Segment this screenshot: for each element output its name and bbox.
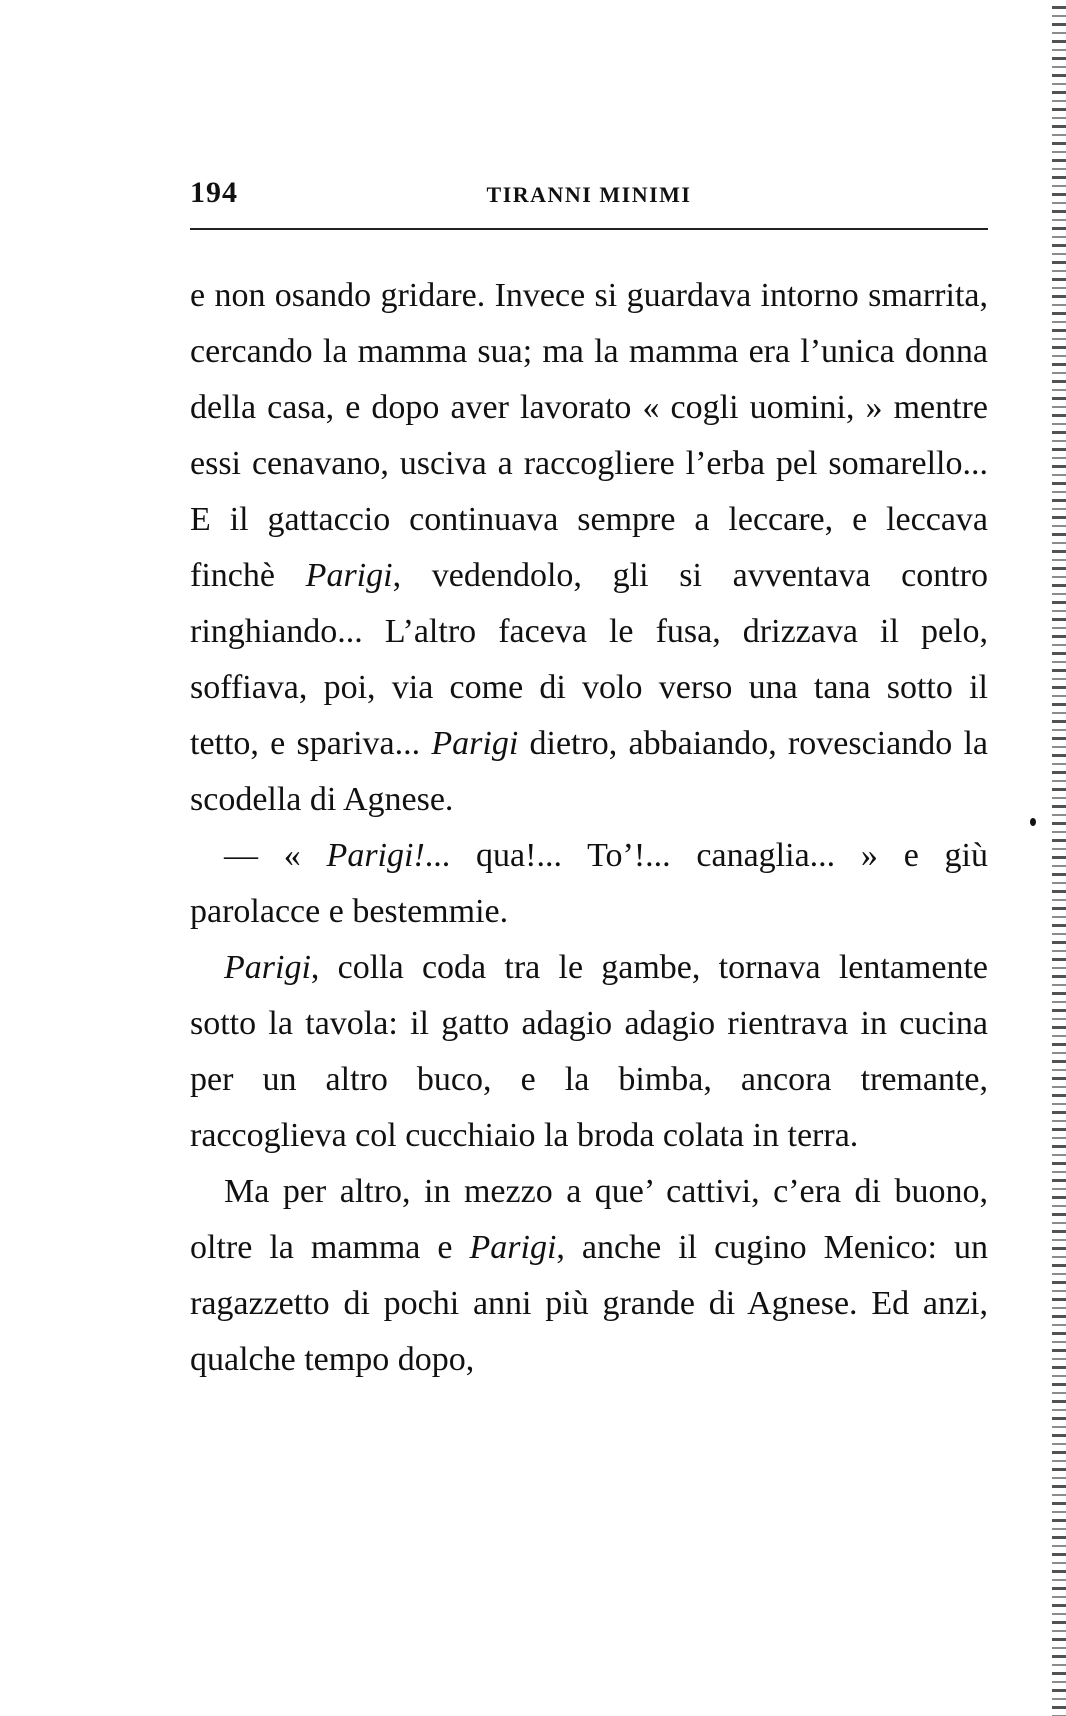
text-segment: dietro, abbaiando, rovesciando la scodella di Agnese. <box>190 725 988 818</box>
paragraph <box>190 828 988 940</box>
text-segment: , vedendolo, gli si avventava contro ringhiando... L’altro faceva le fusa, drizzava il pelo, soffiava, poi, via come di volo verso una tana sotto il tetto, e spariva... <box>190 557 988 762</box>
paragraph <box>190 940 988 1164</box>
running-title: TIRANNI MINIMI <box>486 182 692 207</box>
italic-name: Parigi <box>224 949 311 986</box>
text-segment: ... qua!... To’!... canaglia... » e giù parolacce e bestemmie. <box>190 837 989 930</box>
text-segment: , colla coda tra le gambe, tornava lentamente sotto la tavola: il gatto adagio adagio rientrava in cucina per un altro buco, e la bimba, ancora tremante, raccoglieva col cucchiaio la broda colata in terra. <box>190 949 988 1154</box>
italic-name: Parigi! <box>326 837 425 874</box>
text-segment: Ma per altro, in mezzo a que’ cattivi, c’era di buono, oltre la mamma e <box>190 1173 988 1266</box>
text-segment: , anche il cugino Menico: un ragazzetto di pochi anni più grande di Agnese. Ed anzi, qualche tempo dopo, <box>190 1229 988 1378</box>
body-text <box>190 268 988 1388</box>
paragraph <box>190 1164 988 1388</box>
page-header <box>190 176 988 216</box>
italic-name: Parigi <box>431 725 519 762</box>
text-segment: — « <box>224 837 327 874</box>
text-segment: e non osando gridare. Invece si guardava intorno smarrita, cercando la mamma sua; ma la mamma era l’unica donna della casa, e dopo aver lavorato « cogli uomini, » mentre essi cenavano, usciva a raccogliere l’erba pel somarello... E il gattaccio continuava sempre a leccare, e leccava finchè <box>190 277 988 594</box>
italic-name: Parigi <box>469 1229 557 1266</box>
scan-speck <box>1030 818 1036 826</box>
header-rule <box>190 228 988 230</box>
italic-name: Parigi <box>305 557 393 594</box>
scan-edge <box>1052 0 1066 1716</box>
paragraph <box>190 268 988 828</box>
page-number: 194 <box>190 176 238 209</box>
